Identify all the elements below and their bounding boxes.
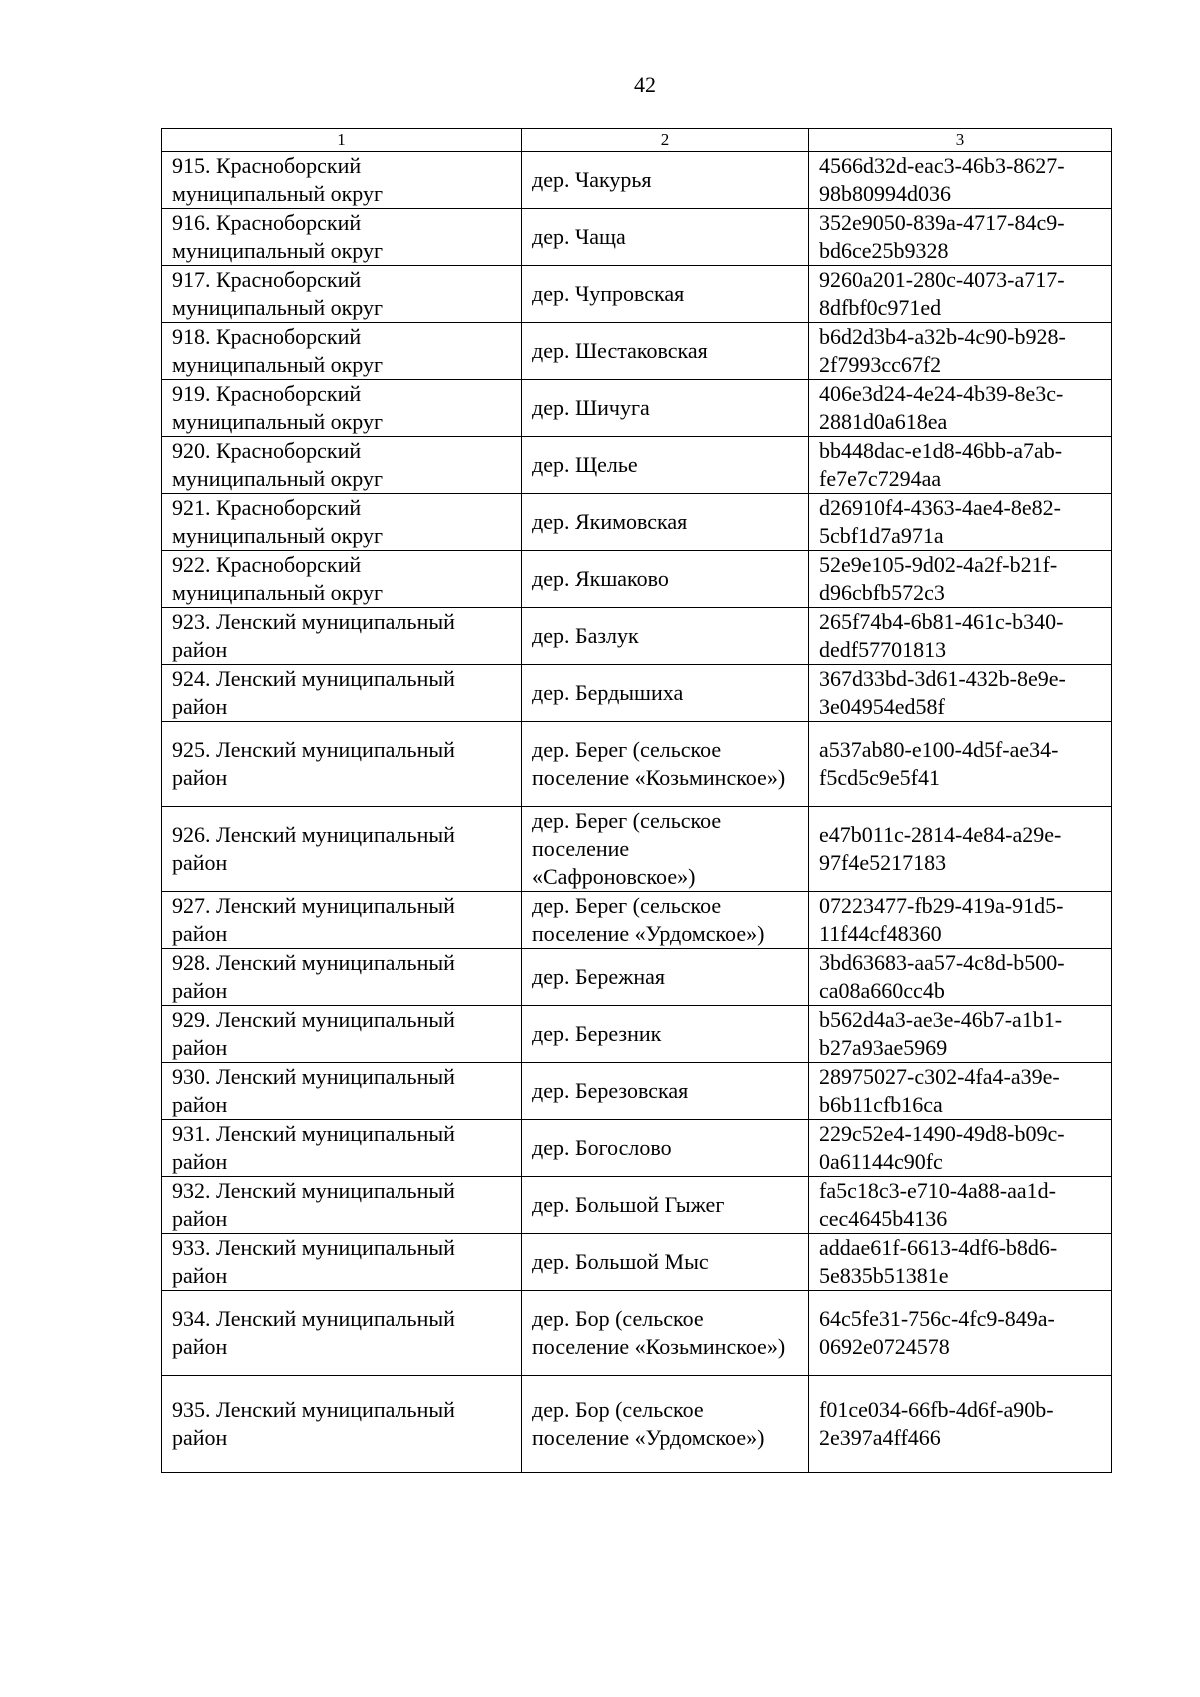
settlement-cell: дер. Большой Гыжег (522, 1177, 809, 1234)
table-row (162, 949, 1112, 1006)
table-row (162, 551, 1112, 608)
district-cell: 930. Ленский муниципальный район (162, 1063, 522, 1120)
settlement-cell: дер. Шестаковская (522, 323, 809, 380)
district-cell: 921. Красноборский муниципальный округ (162, 494, 522, 551)
settlement-cell: дер. Чупровская (522, 266, 809, 323)
guid-cell: 265f74b4-6b81-461c-b340-dedf57701813 (809, 608, 1112, 665)
guid-cell: 9260a201-280c-4073-a717-8dfbf0c971ed (809, 266, 1112, 323)
district-cell: 926. Ленский муниципальный район (162, 807, 522, 892)
settlement-cell: дер. Бор (сельское поселение «Козьминское») (522, 1291, 809, 1376)
page-number: 42 (634, 72, 656, 97)
table-row (162, 209, 1112, 266)
district-cell: 917. Красноборский муниципальный округ (162, 266, 522, 323)
district-cell: 915. Красноборский муниципальный округ (162, 152, 522, 209)
settlement-cell: дер. Березовская (522, 1063, 809, 1120)
guid-cell: 52e9e105-9d02-4a2f-b21f-d96cbfb572c3 (809, 551, 1112, 608)
district-cell: 929. Ленский муниципальный район (162, 1006, 522, 1063)
guid-cell: 3bd63683-aa57-4c8d-b500-ca08a660cc4b (809, 949, 1112, 1006)
guid-cell: a537ab80-e100-4d5f-ae34-f5cd5c9e5f41 (809, 722, 1112, 807)
guid-cell: f01ce034-66fb-4d6f-a90b-2e397a4ff466 (809, 1376, 1112, 1473)
settlement-cell: дер. Щелье (522, 437, 809, 494)
settlement-cell: дер. Большой Мыс (522, 1234, 809, 1291)
settlement-cell: дер. Богослово (522, 1120, 809, 1177)
settlement-cell: дер. Берег (сельское поселение «Козьминское») (522, 722, 809, 807)
guid-cell: 28975027-c302-4fa4-a39e-b6b11cfb16ca (809, 1063, 1112, 1120)
settlement-cell: дер. Бережная (522, 949, 809, 1006)
district-cell: 919. Красноборский муниципальный округ (162, 380, 522, 437)
guid-cell: 07223477-fb29-419a-91d5-11f44cf48360 (809, 892, 1112, 949)
district-cell: 933. Ленский муниципальный район (162, 1234, 522, 1291)
settlement-cell: дер. Чаща (522, 209, 809, 266)
column-header: 3 (809, 129, 1112, 152)
settlement-cell: дер. Чакурья (522, 152, 809, 209)
district-cell: 920. Красноборский муниципальный округ (162, 437, 522, 494)
guid-cell: 64c5fe31-756c-4fc9-849a-0692e0724578 (809, 1291, 1112, 1376)
table-row (162, 608, 1112, 665)
guid-cell: 367d33bd-3d61-432b-8e9e-3e04954ed58f (809, 665, 1112, 722)
guid-cell: 406e3d24-4e24-4b39-8e3c-2881d0a618ea (809, 380, 1112, 437)
district-cell: 932. Ленский муниципальный район (162, 1177, 522, 1234)
column-header: 2 (522, 129, 809, 152)
table-row (162, 807, 1112, 892)
guid-cell: fa5c18c3-e710-4a88-aa1d-cec4645b4136 (809, 1177, 1112, 1234)
guid-cell: e47b011c-2814-4e84-a29e-97f4e5217183 (809, 807, 1112, 892)
district-cell: 923. Ленский муниципальный район (162, 608, 522, 665)
table-header-row (162, 129, 1112, 152)
settlement-cell: дер. Базлук (522, 608, 809, 665)
settlement-cell: дер. Бор (сельское поселение «Урдомское») (522, 1376, 809, 1473)
district-cell: 927. Ленский муниципальный район (162, 892, 522, 949)
settlement-cell: дер. Якимовская (522, 494, 809, 551)
district-cell: 931. Ленский муниципальный район (162, 1120, 522, 1177)
settlement-cell: дер. Березник (522, 1006, 809, 1063)
district-cell: 928. Ленский муниципальный район (162, 949, 522, 1006)
district-cell: 934. Ленский муниципальный район (162, 1291, 522, 1376)
district-cell: 935. Ленский муниципальный район (162, 1376, 522, 1473)
table-row (162, 665, 1112, 722)
guid-cell: bb448dac-e1d8-46bb-a7ab-fe7e7c7294aa (809, 437, 1112, 494)
guid-cell: 4566d32d-eac3-46b3-8627-98b80994d036 (809, 152, 1112, 209)
guid-cell: b562d4a3-ae3e-46b7-a1b1-b27a93ae5969 (809, 1006, 1112, 1063)
table-row (162, 722, 1112, 807)
table-row (162, 1234, 1112, 1291)
settlement-cell: дер. Шичуга (522, 380, 809, 437)
settlement-cell: дер. Берег (сельское поселение «Урдомское») (522, 892, 809, 949)
table-row (162, 892, 1112, 949)
table-row (162, 152, 1112, 209)
district-cell: 922. Красноборский муниципальный округ (162, 551, 522, 608)
guid-cell: 352e9050-839a-4717-84c9-bd6ce25b9328 (809, 209, 1112, 266)
table-row (162, 323, 1112, 380)
table-row (162, 1376, 1112, 1473)
guid-cell: d26910f4-4363-4ae4-8e82-5cbf1d7a971a (809, 494, 1112, 551)
table-row (162, 1291, 1112, 1376)
guid-cell: b6d2d3b4-a32b-4c90-b928-2f7993cc67f2 (809, 323, 1112, 380)
table-row (162, 380, 1112, 437)
table-row (162, 1063, 1112, 1120)
district-cell: 925. Ленский муниципальный район (162, 722, 522, 807)
settlement-cell: дер. Якшаково (522, 551, 809, 608)
table-row (162, 494, 1112, 551)
column-header: 1 (162, 129, 522, 152)
settlements-table (161, 128, 1112, 1473)
table-row (162, 266, 1112, 323)
district-cell: 924. Ленский муниципальный район (162, 665, 522, 722)
table-row (162, 1120, 1112, 1177)
settlement-cell: дер. Берег (сельское поселение «Сафроновское») (522, 807, 809, 892)
guid-cell: addae61f-6613-4df6-b8d6-5e835b51381e (809, 1234, 1112, 1291)
district-cell: 916. Красноборский муниципальный округ (162, 209, 522, 266)
table-row (162, 437, 1112, 494)
guid-cell: 229c52e4-1490-49d8-b09c-0a61144c90fc (809, 1120, 1112, 1177)
table-row (162, 1006, 1112, 1063)
district-cell: 918. Красноборский муниципальный округ (162, 323, 522, 380)
settlement-cell: дер. Бердышиха (522, 665, 809, 722)
table-row (162, 1177, 1112, 1234)
